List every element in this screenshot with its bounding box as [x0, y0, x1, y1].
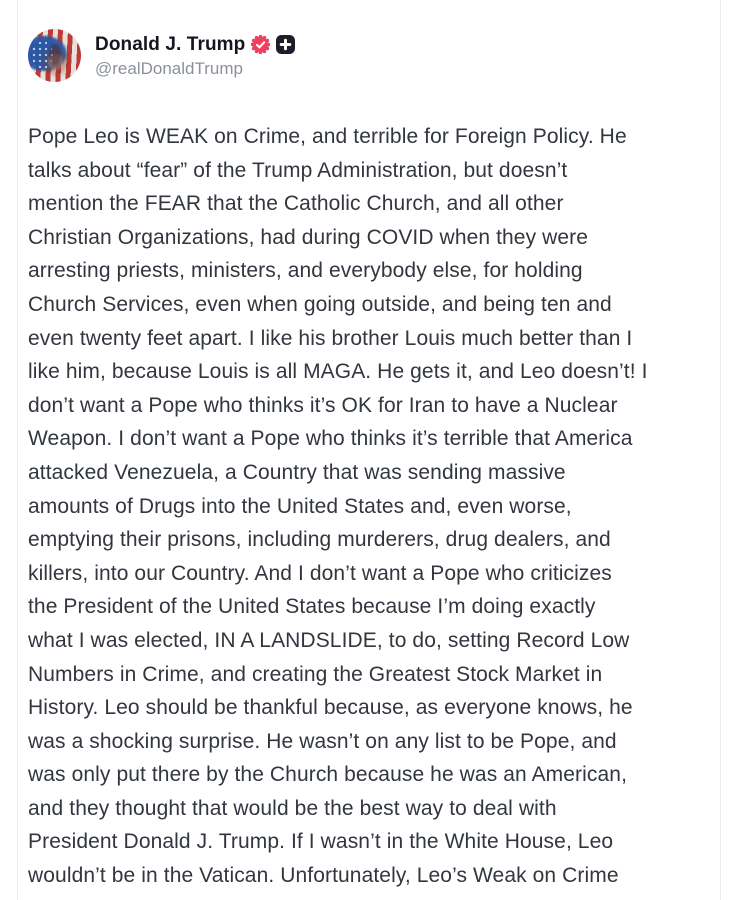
post-body-line: killers, into our Country. And I don’t want a Pope who criticizes [28, 561, 612, 585]
post-body-line: talks about “fear” of the Trump Administration, but doesn’t [28, 158, 568, 182]
post-body-line: was a shocking surprise. He wasn’t on any list to be Pope, and [28, 729, 617, 753]
post-body-line: was only put there by the Church because he was an American, [28, 763, 628, 787]
post-body-line: don’t want a Pope who thinks it’s OK for Iran to have a Nuclear [28, 393, 618, 417]
display-name[interactable]: Donald J. Trump [95, 34, 246, 55]
trump-flag-avatar[interactable] [28, 29, 81, 82]
post-card [17, 0, 721, 900]
post-body-line: Pope Leo is WEAK on Crime, and terrible for Foreign Policy. He [28, 125, 627, 148]
post-body-line: the President of the United States because I’m doing exactly [28, 595, 596, 619]
post-body-line: amounts of Drugs into the United States and, even worse, [28, 494, 572, 518]
post-body-line: President Donald J. Trump. If I wasn’t in the White House, Leo [28, 830, 614, 854]
post-body [28, 120, 710, 893]
verified-check-icon [251, 35, 270, 54]
post-body-line: mention the FEAR that the Catholic Church, and all other [28, 192, 564, 216]
post-body-line: Church Services, even when going outside, and being ten and [28, 292, 612, 316]
post-body-line: attacked Venezuela, a Country that was sending massive [28, 460, 566, 484]
post-body-line: wouldn’t be in the Vatican. Unfortunately, Leo’s Weak on Crime [28, 864, 619, 888]
post-header [28, 29, 710, 82]
author-name-row [95, 33, 295, 56]
post-body-line: like him, because Louis is all MAGA. He gets it, and Leo doesn’t! I [28, 360, 648, 384]
post-body-line: History. Leo should be thankful because, as everyone knows, he [28, 696, 633, 720]
plus-badge-icon [276, 35, 295, 54]
post-body-line: even twenty feet apart. I like his brother Louis much better than I [28, 326, 633, 350]
post-body-line: what I was elected, IN A LANDSLIDE, to do, setting Record Low [28, 628, 630, 652]
post-body-line: arresting priests, ministers, and everybody else, for holding [28, 259, 583, 283]
post-body-line: Numbers in Crime, and creating the Greatest Stock Market in [28, 662, 603, 686]
post-body-line: Christian Organizations, had during COVID when they were [28, 225, 589, 249]
post-body-line: and they thought that would be the best way to deal with [28, 796, 557, 820]
user-handle[interactable]: @realDonaldTrump [95, 59, 243, 78]
post-body-line: emptying their prisons, including murderers, drug dealers, and [28, 528, 611, 552]
post-body-line: Weapon. I don’t want a Pope who thinks it’s terrible that America [28, 427, 633, 451]
author-identity [95, 29, 295, 79]
